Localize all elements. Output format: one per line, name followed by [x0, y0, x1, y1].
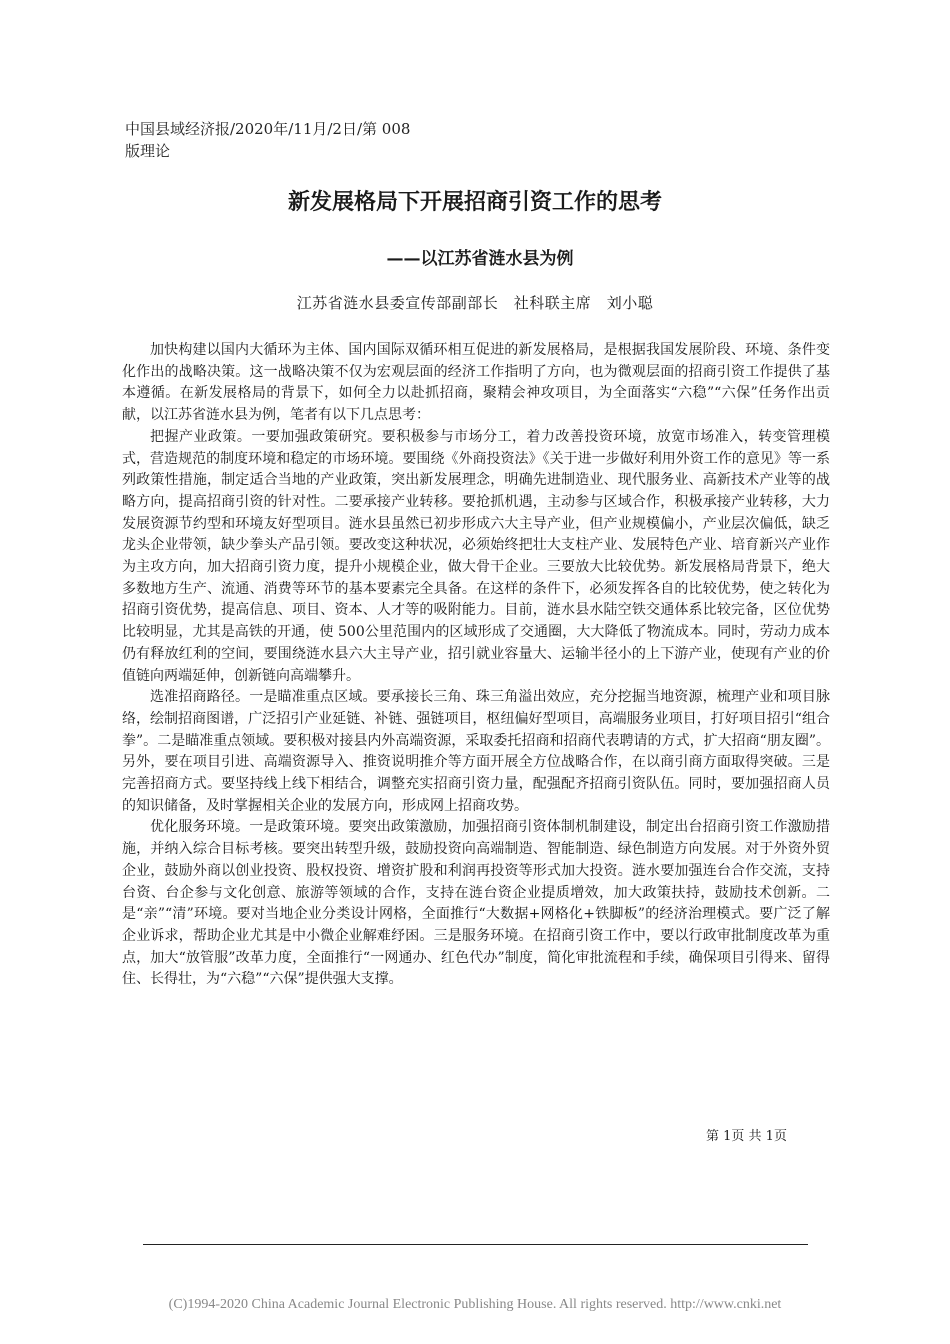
source-line: 中国县域经济报/2020年/11月/2日/第 008版理论	[125, 120, 411, 160]
paragraph: 优化服务环境。一是政策环境。要突出政策激励，加强招商引资体制机制建设，制定出台招商引资工作激励措施，并纳入综合目标考核。要突出转型升级，鼓励投资向高端制造、智能制造、绿色制造方向发展。对于外资外贸企业，鼓励外商以创业投资、股权投资、增资扩股和利润再投资等形式加大投资。涟水要加强连台合作交流，支持台资、台企参与文化创意、旅游等领域的合作，支持在涟台资企业提质增效，加大政策扶持，鼓励技术创新。二是“亲”“清”环境。要对当地企业分类设计网格，全面推行“大数据+网格化+铁脚板”的经济治理模式。要广泛了解企业诉求，帮助企业尤其是中小微企业解难纾困。三是服务环境。在招商引资工作中，要以行政审批制度改革为重点，加大“放管服”改革力度，全面推行“一网通办、红色代办”制度，简化审批流程和手续，确保项目引得来、留得住、长得壮，为“六稳”“六保”提供强大支撑。	[122, 819, 830, 988]
paragraph: 加快构建以国内大循环为主体、国内国际双循环相互促进的新发展格局，是根据我国发展阶段、环境、条件变化作出的战略决策。这一战略决策不仅为宏观层面的经济工作指明了方向，也为微观层面的招商引资工作提供了基本遵循。在新发展格局的背景下，如何全力以赴抓招商，聚精会神攻项目，为全面落实“六稳”“六保”任务作出贡献，以江苏省涟水县为例，笔者有以下几点思考：	[122, 342, 830, 424]
author-line: 江苏省涟水县委宣传部副部长 社科联主席 刘小聪	[296, 294, 654, 312]
article-title: 新发展格局下开展招商引资工作的思考	[287, 190, 662, 215]
paragraph: 选准招商路径。一是瞄准重点区域。要承接长三角、珠三角溢出效应，充分挖掘当地资源，梳理产业和项目脉络，绘制招商图谱，广泛招引产业延链、补链、强链项目，枢纽偏好型项目，高端服务业项目，打好项目招引“组合拳”。二是瞄准重点领域。要积极对接县内外高端资源，采取委托招商和招商代表聘请的方式，扩大招商“朋友圈”。另外，要在项目引进、高端资源导入、推资说明推介等方面开展全方位战略合作，在以商引商方面取得突破。三是完善招商方式。要坚持线上线下相结合，调整充实招商引资力量，配强配齐招商引资队伍。同时，要加强招商人员的知识储备，及时掌握相关企业的发展方向，形成网上招商攻势。	[122, 689, 830, 814]
copyright-notice: (C)1994-2020 China Academic Journal Electronic Publishing House. All rights reserved. http://www.cnki.net	[168, 1297, 782, 1312]
page-number: 第 1页 共 1页	[706, 1129, 787, 1144]
paragraph: 把握产业政策。一要加强政策研究。要积极参与市场分工，着力改善投资环境，放宽市场准入，转变管理模式，营造规范的制度环境和稳定的市场环境。要围绕《外商投资法》《关于进一步做好利用外资工作的意见》等一系列政策性措施，制定适合当地的产业政策，突出新发展理念，明确先进制造业、现代服务业、高新技术产业等的战略方向，提高招商引资的针对性。二要承接产业转移。要抢抓机遇，主动参与区域合作，积极承接产业转移，大力发展资源节约型和环境友好型项目。涟水县虽然已初步形成六大主导产业，但产业规模偏小，产业层次偏低，缺乏龙头企业带领，缺少拳头产品引领。要改变这种状况，必须始终把壮大支柱产业、发展特色产业、培育新兴产业作为主攻方向，加大招商引资力度，提升小规模企业，做大骨干企业。三要放大比较优势。新发展格局背景下，绝大多数地方生产、流通、消费等环节的基本要素完全具备。在这样的条件下，必须发挥各自的比较优势，使之转化为招商引资优势，提高信息、项目、资本、人才等的吸附能力。目前，涟水县水陆空铁交通体系比较完备，区位优势比较明显，尤其是高铁的开通，使 500公里范围内的区域形成了交通圈，大大降低了物流成本。同时，劳动力成本仍有释放红利的空间，要围绕涟水县六大主导产业，招引就业容量大、运输半径小的上下游产业，使现有产业的价值链向两端延伸，创新链向高端攀升。	[122, 428, 830, 684]
article-subtitle: ——以江苏省涟水县为例	[386, 249, 574, 269]
footer-divider	[143, 1244, 808, 1245]
article-body	[122, 340, 830, 991]
